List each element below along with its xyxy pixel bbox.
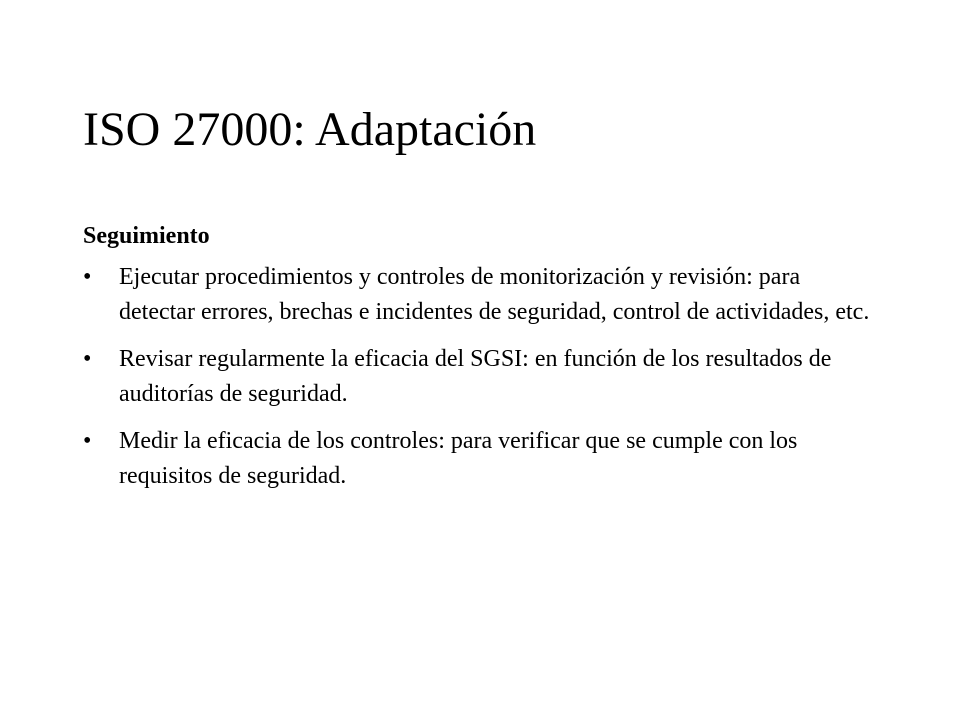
- bullet-item: [83, 260, 873, 330]
- bullet-text: Medir la eficacia de los controles: para verificar que se cumple con los requisitos de seguridad.: [119, 428, 798, 489]
- bullet-item: [83, 342, 873, 412]
- bullet-text: Revisar regularmente la eficacia del SGSI: en función de los resultados de auditorías de seguridad.: [119, 346, 832, 407]
- bullet-list: [83, 260, 873, 494]
- slide-content: [83, 218, 873, 506]
- section-heading: Seguimiento: [83, 223, 210, 249]
- bullet-icon: •: [83, 346, 92, 372]
- bullet-icon: •: [83, 428, 92, 454]
- bullet-icon: •: [83, 264, 92, 290]
- slide-title: ISO 27000: Adaptación: [83, 103, 537, 156]
- bullet-item: [83, 424, 873, 494]
- bullet-text: Ejecutar procedimientos y controles de monitorización y revisión: para detectar errores, brechas e incidentes de seguridad, control de actividades, etc.: [119, 264, 870, 325]
